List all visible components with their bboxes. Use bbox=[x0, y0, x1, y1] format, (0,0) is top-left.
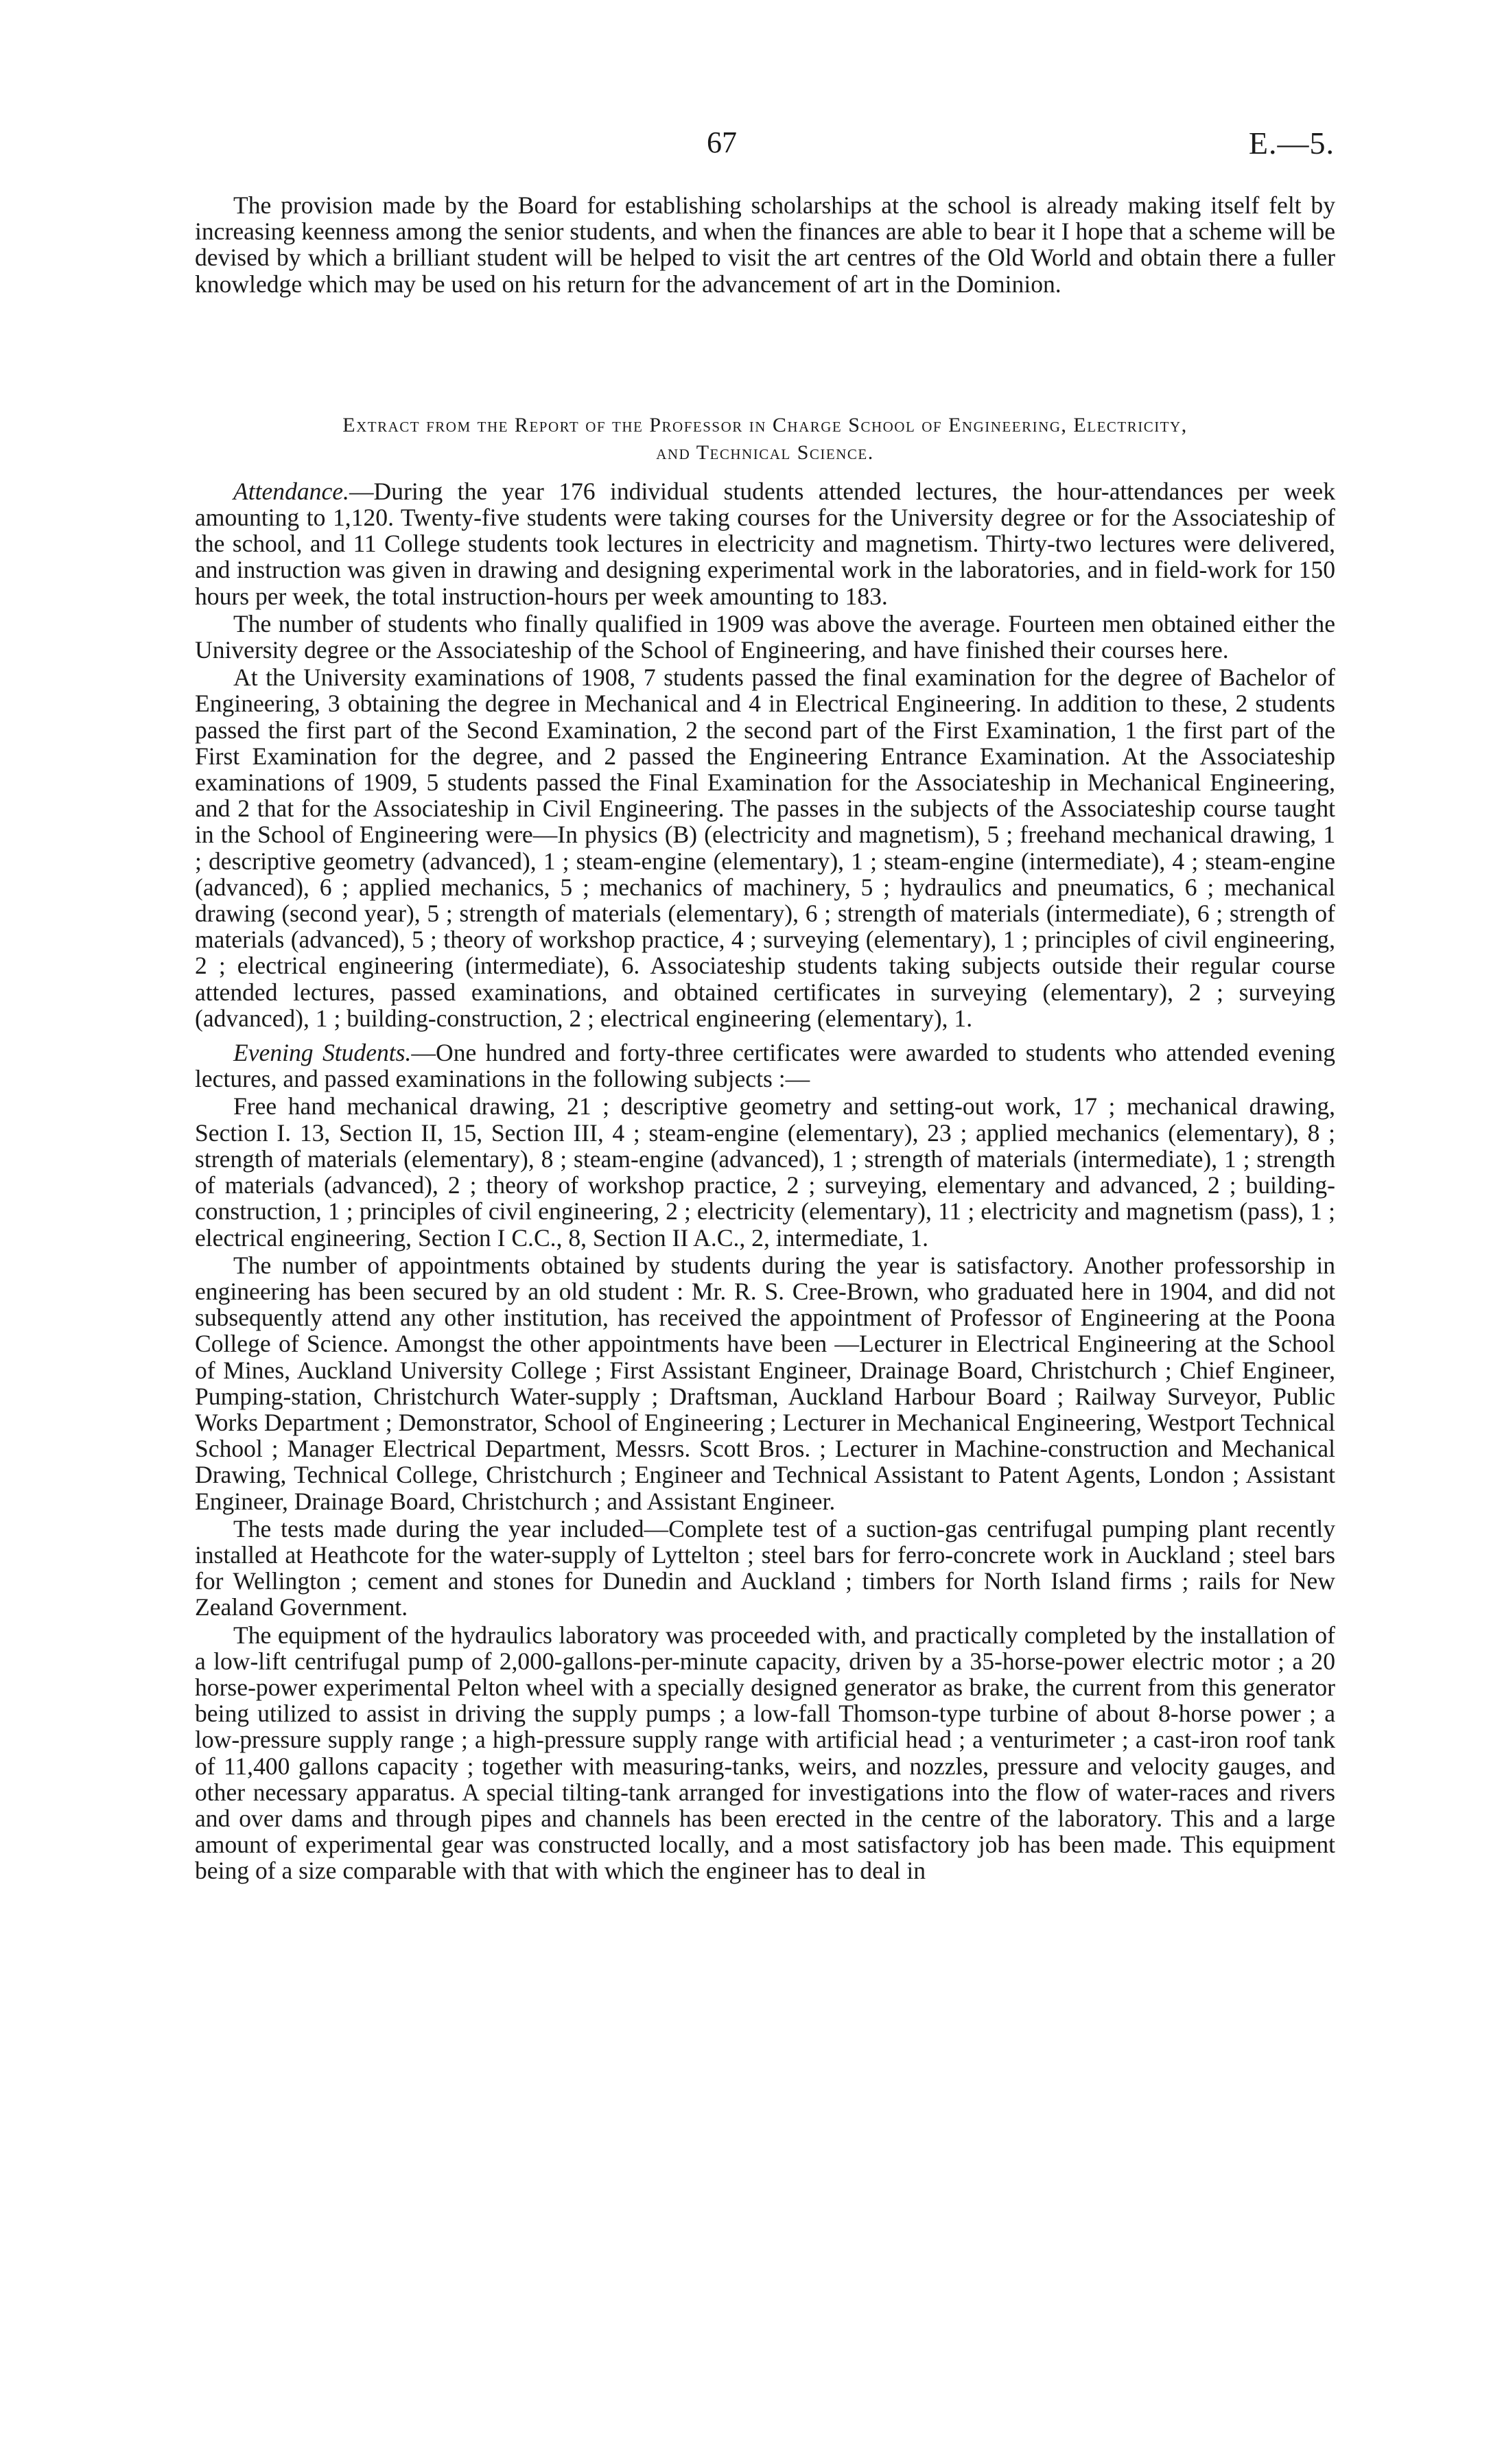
examinations-paragraph: At the University examinations of 1908, 7 students passed the final examination for the degree of Bachelor of Engineering, 3 obtaining the degree in Mechanical and 4 in Electrical Engineering. In addition to these, 2 students passed the first part of the Second Examination, 2 the second part of the First Examination, 1 the first part of the First Examination for the degree, and 2 passed the Engineering Entrance Examination. At the Associateship examinations of 1909, 5 students passed the Final Examination for the Associateship in Mechanical Engineering, and 2 that for the Associateship in Civil Engineering. The passes in the subjects of the Associateship course taught in the School of Engineering were—In physics (B) (electricity and magnetism), 5 ; freehand mechanical drawing, 1 ; descriptive geometry (advanced), 1 ; steam-engine (elementary), 1 ; steam-engine (intermediate), 4 ; steam-engine (advanced), 6 ; applied mechanics, 5 ; mechanics of machinery, 5 ; hydraulics and pneumatics, 6 ; mechanical drawing (second year), 5 ; strength of materials (elementary), 6 ; strength of materials (intermediate), 6 ; strength of materials (advanced), 5 ; theory of workshop practice, 4 ; surveying (elementary), 1 ; principles of civil engineering, 2 ; electrical engineering (intermediate), 6. Associateship students taking subjects outside their regular course attended lectures, passed examinations, and obtained certificates in surveying (elementary), 2 ; surveying (advanced), 1 ; building-construction, 2 ; electrical engineering (elementary), 1. bbox=[195, 664, 1335, 1032]
page-header bbox=[0, 125, 1491, 173]
evening-students-heading: Evening Students. bbox=[233, 1039, 412, 1067]
appointments-paragraph: The number of appointments obtained by students during the year is satisfactory. Another professorship in engineering has been secured by an old student : Mr. R. S. Cree-Brown, who graduated here in 1904, and did not subsequently attend any other institution, has received the appointment of Professor of Engineering at the Poona College of Science. Amongst the other appointments have been —Lecturer in Electrical Engineering at the School of Mines, Auckland University College ; First Assistant Engineer, Drainage Board, Christchurch ; Chief Engineer, Pumping-station, Christchurch Water-supply ; Draftsman, Auckland Harbour Board ; Railway Surveyor, Public Works Department ; Demonstrator, School of Engineering ; Lecturer in Mechanical Engineering, Westport Technical School ; Manager Electrical Department, Messrs. Scott Bros. ; Lecturer in Machine-construction and Mechanical Drawing, Technical College, Christchurch ; Engineer and Technical Assistant to Patent Agents, London ; Assistant Engineer, Drainage Board, Christchurch ; and Assistant Engineer. bbox=[195, 1251, 1335, 1515]
equipment-paragraph: The equipment of the hydraulics laboratory was proceeded with, and practically completed by the installation of a low-lift centrifugal pump of 2,000-gallons-per-minute capacity, driven by a 35-horse-power electric motor ; a 20 horse-power experimental Pelton wheel with a specially designed generator as brake, the current from this generator being utilized to assist in driving the supply pumps ; a low-fall Thomson-type turbine of about 8-horse power ; a low-pressure supply range ; a high-pressure supply range with artificial head ; a venturimeter ; a cast-iron roof tank of 11,400 gallons capacity ; together with measuring-tanks, weirs, and nozzles, pressure and velocity gauges, and other necessary apparatus. A special tilting-tank arranged for investigations into the flow of water-races and rivers and over dams and through pipes and channels has been erected in the centre of the laboratory. This and a large amount of experimental gear was constructed locally, and a most satisfactory job has been made. This equipment being of a size comparable with that with which the engineer has to deal in bbox=[195, 1621, 1335, 1885]
attendance-paragraph bbox=[195, 478, 1335, 609]
page-number: 67 bbox=[707, 126, 737, 159]
qualified-paragraph: The number of students who finally qualified in 1909 was above the average. Fourteen men obtained either the University degree or the Associateship of the School of Engineering, and have finished their courses here. bbox=[195, 609, 1335, 664]
evening-subjects-paragraph: Free hand mechanical drawing, 21 ; descriptive geometry and setting-out work, 17 ; mechanical drawing, Section I. 13, Section II, 15, Section III, 4 ; steam-engine (elementary), 23 ; applied mechanics (elementary), 8 ; strength of materials (elementary), 8 ; steam-engine (advanced), 1 ; strength of materials (intermediate), 1 ; strength of materials (advanced), 2 ; theory of workshop practice, 2 ; surveying, elementary and advanced, 2 ; building-construction, 1 ; principles of civil engineering, 2 ; electricity (elementary), 11 ; electricity and magnetism (pass), 1 ; electrical engineering, Section I C.C., 8, Section II A.C., 2, intermediate, 1. bbox=[195, 1092, 1335, 1252]
document-reference: E.—5. bbox=[1248, 126, 1335, 161]
attendance-heading: Attendance. bbox=[233, 477, 349, 505]
section-title-line-1: Extract from the Report of the Professor in Charge School of Engineering, Electricity, bbox=[342, 413, 1188, 436]
attendance-text: —During the year 176 individual students attended lectures, the hour-attendances per week amounting to 1,120. Twenty-five students were taking courses for the University degree or for the Associateship of the school, and 11 College students took lectures in electricity and magnetism. Thirty-two lectures were delivered, and instruction was given in drawing and designing experimental work in the laboratories, and in field-work for 150 hours per week, the total instruction-hours per week amounting to 183. bbox=[195, 477, 1335, 610]
section-spacer bbox=[195, 297, 1335, 412]
section-title-line-2: and Technical Science. bbox=[656, 441, 874, 464]
intro-paragraph: The provision made by the Board for establishing scholarships at the school is already making itself felt by increasing keenness among the senior students, and when the finances are able to bear it I hope that a scheme will be devised by which a brilliant student will be helped to visit the art centres of the Old World and obtain there a fuller knowledge which may be used on his return for the advancement of art in the Dominion. bbox=[195, 191, 1335, 298]
tests-paragraph: The tests made during the year included—Complete test of a suction-gas centrifugal pumping plant recently installed at Heathcote for the water-supply of Lyttelton ; steel bars for ferro-concrete work in Auckland ; steel bars for Wellington ; cement and stones for Dunedin and Auckland ; timbers for North Island firms ; rails for New Zealand Government. bbox=[195, 1514, 1335, 1621]
evening-students-paragraph bbox=[195, 1040, 1335, 1092]
section-title bbox=[195, 412, 1335, 466]
page-body bbox=[195, 192, 1335, 1884]
evening-students-text: —One hundred and forty-three certificates were awarded to students who attended evening lectures, and passed examinations in the following subjects :— bbox=[195, 1039, 1336, 1093]
